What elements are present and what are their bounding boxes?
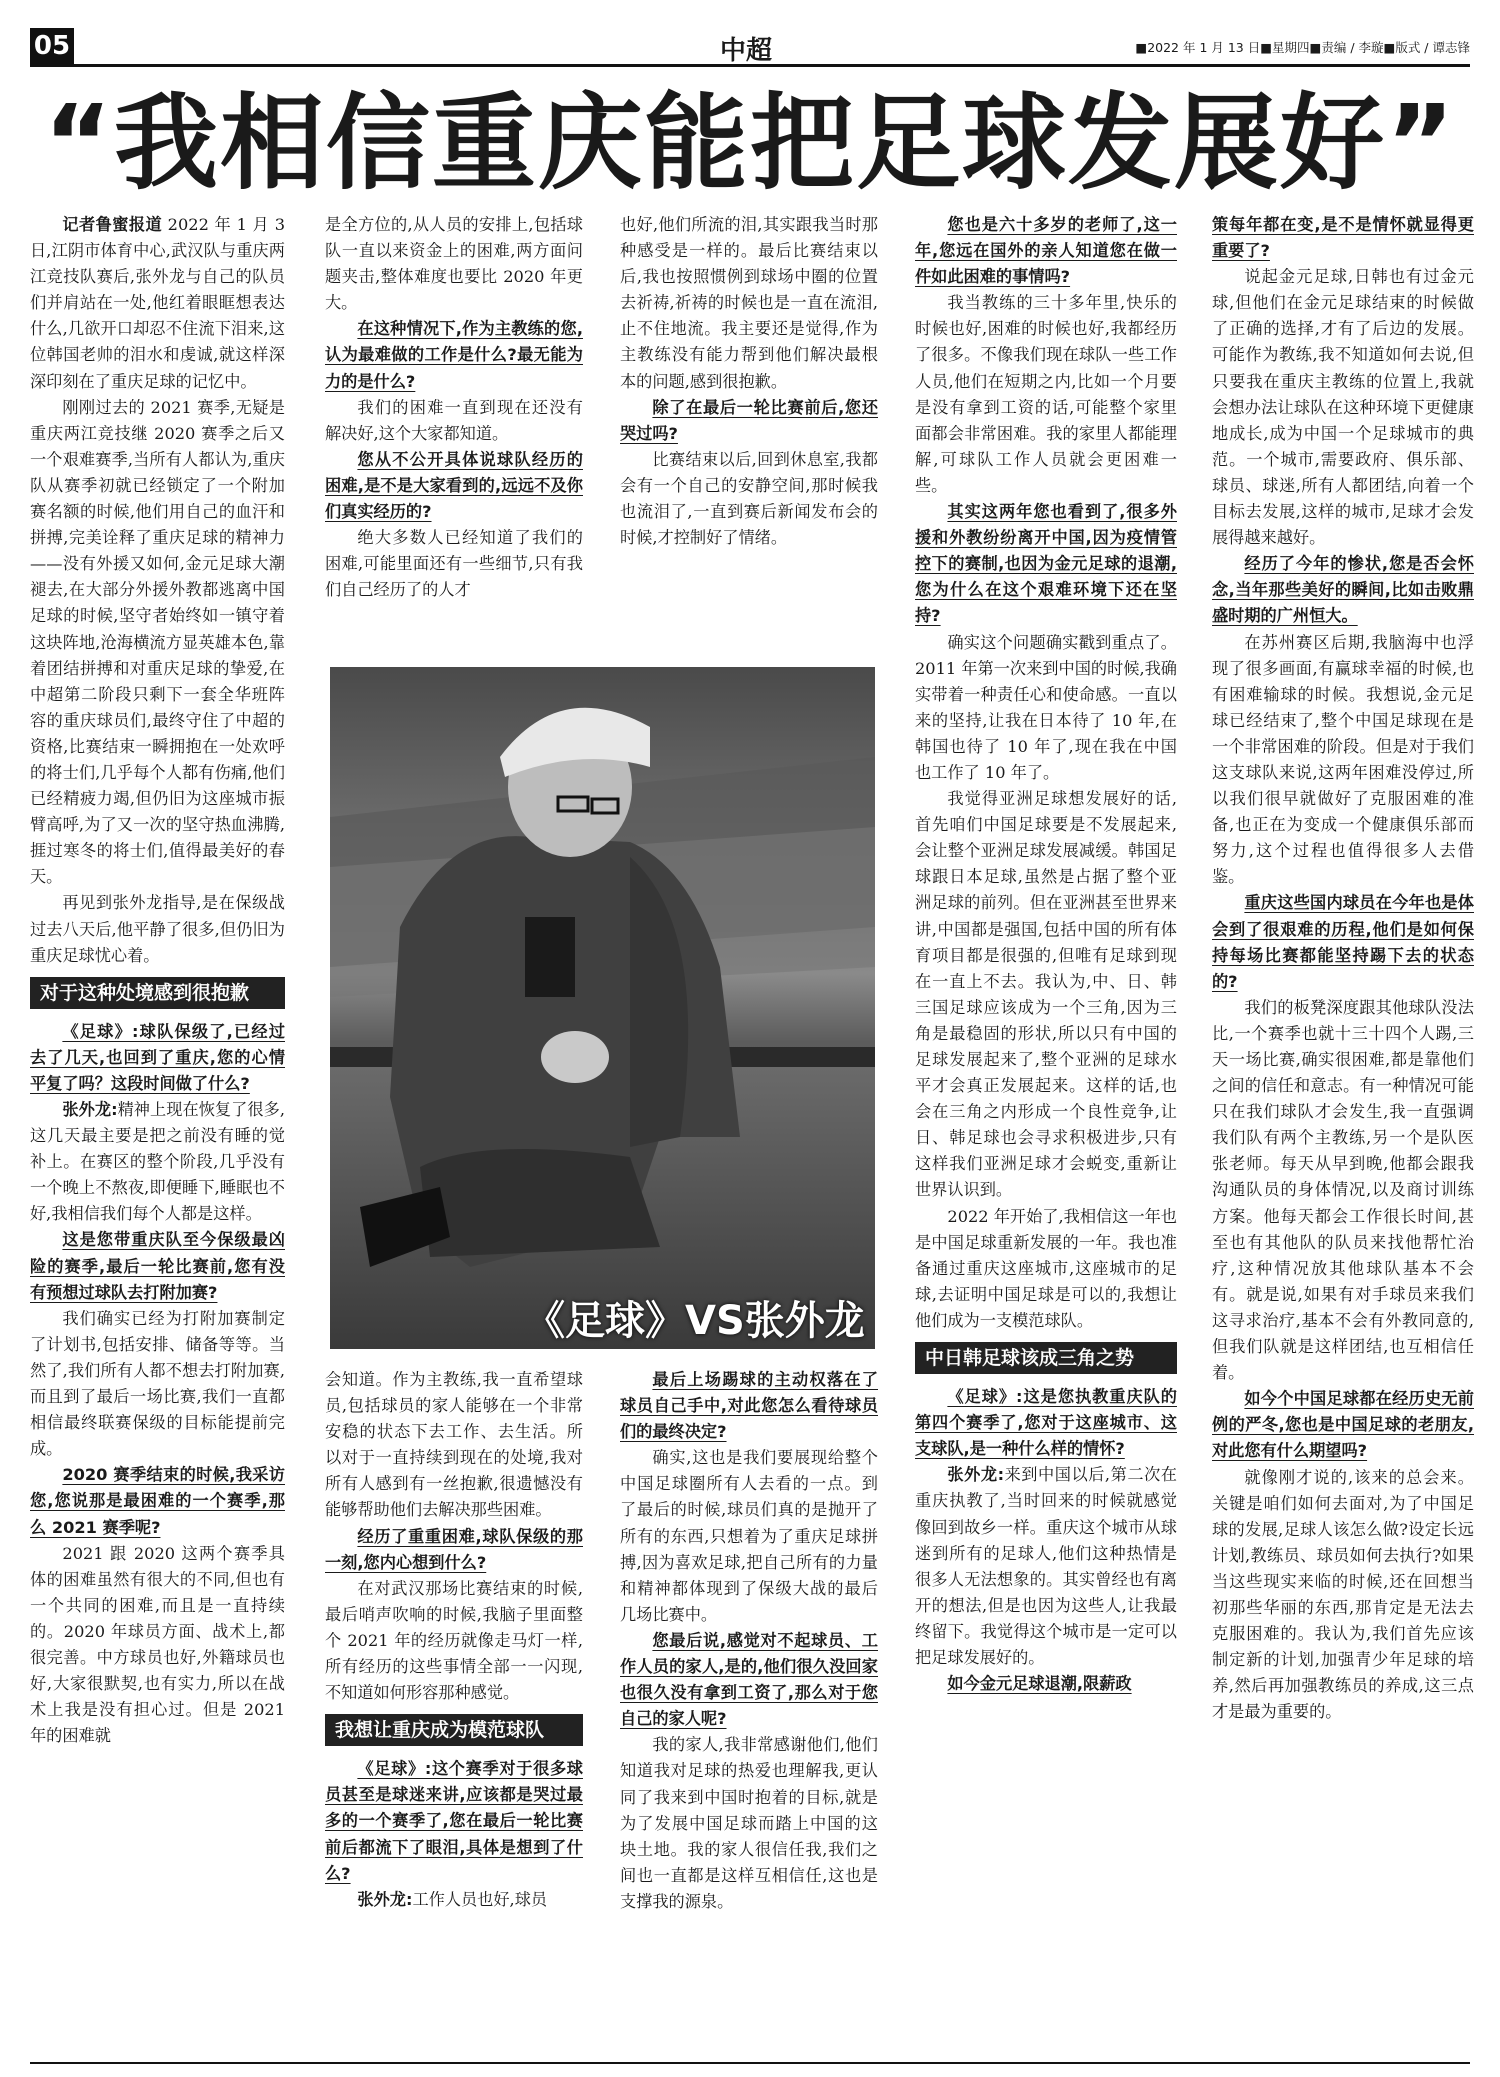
lead-paragraph: 记者鲁蜜报道 2022 年 1 月 3 日,江阴市体育中心,武汉队与重庆两江竞技队赛后,张外龙与自己的队员们并肩站在一处,他红着眼眶想表达什么,几欲开口却忍不住流下泪来,这位韩国老帅的泪水和虔诚,就这样深深印刻在了重庆足球的记忆中。: [30, 215, 285, 391]
answer: 张外龙:精神上现在恢复了很多,这几天最主要是把之前没有睡的觉补上。在赛区的整个阶段,几乎没有一个晚上不熬夜,即便睡下,睡眠也不好,我相信我们每个人都是这样。: [30, 1100, 285, 1224]
page-number: 05: [30, 28, 74, 64]
byline: 记者鲁蜜报道: [62, 215, 163, 234]
question: 重庆这些国内球员在今年也是体会到了很艰难的历程,他们是如何保持每场比赛都能坚持踢下去的状态的?: [1212, 893, 1474, 991]
answer: 说起金元足球,日韩也有过金元球,但他们在金元足球结束的时候做了正确的选择,才有了后边的发展。可能作为教练,我不知道如何去说,但只要我在重庆主教练的位置上,我就会想办法让球队在这种环境下更健康地成长,成为中国一个足球城市的典范。一个城市,需要政府、俱乐部、球员、球迷,所有人都团结,向着一个目标去发展,这样的城市,足球才会发展得越来越好。: [1212, 267, 1474, 548]
coach-photo: [330, 667, 875, 1349]
column-3-top: [620, 212, 878, 551]
question: 《足球》:这是您执教重庆队的第四个赛季了,您对于这座城市、这支球队,是一种什么样的情怀?: [915, 1387, 1177, 1459]
question: 经历了今年的惨状,您是否会怀念,当年那些美好的瞬间,比如击败鼎盛时期的广州恒大。: [1212, 554, 1474, 626]
photo-illustration: [330, 667, 875, 1349]
answer: 2022 年开始了,我相信这一年也是中国足球重新发展的一年。我也准备通过重庆这座城市,这座城市的足球,去证明中国足球是可以的,我想让他们成为一支模范球队。: [915, 1206, 1177, 1330]
question: 最后上场踢球的主动权落在了球员自己手中,对此您怎么看待球员们的最终决定?: [620, 1370, 878, 1442]
answer: 比赛结束以后,回到休息室,我都会有一个自己的安静空间,那时候我也流泪了,一直到赛后新闻发布会的时候,才控制好了情绪。: [620, 449, 878, 548]
answer: 我们的困难一直到现在还没有解决好,这个大家都知道。: [325, 397, 583, 443]
answer: 我们确实已经为打附加赛制定了计划书,包括安排、储备等等。当然了,我们所有人都不想去打附加赛,而且到了最后一场比赛,我们一直都相信最终联赛保级的目标能提前完成。: [30, 1308, 285, 1459]
page-header: [30, 28, 1470, 67]
column-5: [1212, 212, 1474, 1725]
question: 这是您带重庆队至今保级最凶险的赛季,最后一轮比赛前,您有没有预想过球队去打附加赛?: [30, 1230, 285, 1302]
answer: 确实,这也是我们要展现给整个中国足球圈所有人去看的一点。到了最后的时候,球员们真的是抛开了所有的东西,只想着为了重庆足球拼搏,因为喜欢足球,把自己所有的力量和精神都体现到了保级大战的最后几场比赛中。: [620, 1448, 878, 1624]
subhead: 我想让重庆成为模范球队: [325, 1714, 583, 1746]
answer: 在苏州赛区后期,我脑海中也浮现了很多画面,有赢球幸福的时候,也有困难输球的时候。我想说,金元足球已经结束了,整个中国足球现在是一个非常困难的阶段。但是对于我们这支球队来说,这两年困难没停过,所以我们很早就做好了克服困难的准备,也正在为变成一个健康俱乐部而努力,这个过程也值得很多人去借鉴。: [1212, 632, 1474, 887]
paragraph: 再见到张外龙指导,是在保级战过去八天后,他平静了很多,但仍旧为重庆足球忧心着。: [30, 893, 285, 965]
answer: 绝大多数人已经知道了我们的困难,可能里面还有一些细节,只有我们自己经历了的人才: [325, 528, 583, 600]
answer: 就像刚才说的,该来的总会来。关键是咱们如何去面对,为了中国足球的发展,足球人该怎么做?设定长远计划,教练员、球员如何去执行?如果当这些现实来临的时候,还在回想当初那些华丽的东西,那肯定是无法去克服困难的。我认为,我们首先应该制定新的计划,加强青少年足球的培养,然后再加强教练员的养成,这三点才是最为重要的。: [1212, 1467, 1474, 1722]
headline: “我相信重庆能把足球发展好”: [43, 82, 1457, 204]
paragraph: 是全方位的,从人员的安排上,包括球队一直以来资金上的困难,两方面问题夹击,整体难度也要比 2020 年更大。: [325, 215, 583, 313]
paragraph: 也好,他们所流的泪,其实跟我当时那种感受是一样的。最后比赛结束以后,我也按照惯例到球场中圈的位置去祈祷,祈祷的时候也是一直在流泪,止不住地流。我主要还是觉得,作为主教练没有能力帮到他们解决最根本的问题,感到很抱歉。: [620, 215, 878, 391]
subhead: 对于这种处境感到很抱歉: [30, 977, 285, 1009]
question: 《足球》:这个赛季对于很多球员甚至是球迷来讲,应该都是哭过最多的一个赛季了,您在最后一轮比赛前后都流下了眼泪,具体是想到了什么?: [325, 1759, 583, 1883]
question: 其实这两年您也看到了,很多外援和外教纷纷离开中国,因为疫情管控下的赛制,也因为金元足球的退潮,您为什么在这个艰难环境下还在坚持?: [915, 502, 1177, 626]
answer: 张外龙:来到中国以后,第二次在重庆执教了,当时回来的时候就感觉像回到故乡一样。重庆这个城市从球迷到所有的足球人,他们这种热情是很多人无法想象的。其实曾经也有离开的想法,但是也因为这些人,让我最终留下。我觉得这个城市是一定可以把足球发展好的。: [915, 1465, 1177, 1667]
column-4: [915, 212, 1177, 1697]
question: 如今金元足球退潮,限薪政: [947, 1674, 1132, 1694]
question: 在这种情况下,作为主教练的您,认为最难做的工作是什么?最无能为力的是什么?: [325, 319, 583, 391]
answer: 确实这个问题确实戳到重点了。2011 年第一次来到中国的时候,我确实带着一种责任心和使命感。一直以来的坚持,让我在日本待了 10 年,在韩国也待了 10 年了,现在我在中国也工作了 10 年了。: [915, 632, 1177, 782]
column-3-bottom: [620, 1367, 878, 1915]
question: 如今个中国足球都在经历史无前例的严冬,您也是中国足球的老朋友,对此您有什么期望吗?: [1212, 1389, 1474, 1461]
question: 策每年都在变,是不是情怀就显得更重要了?: [1212, 215, 1474, 261]
question: 您最后说,感觉对不起球员、工作人员的家人,是的,他们很久没回家也很久没有拿到工资了,那么对于您自己的家人呢?: [620, 1630, 878, 1729]
answer: 我当教练的三十多年里,快乐的时候也好,困难的时候也好,我都经历了很多。不像我们现在球队一些工作人员,他们在短期之内,比如一个月要是没有拿到工资的话,可能整个家里面都会非常困难。我的家里人都能理解,可球队工作人员就会更困难一些。: [915, 293, 1177, 495]
column-1: [30, 212, 285, 1749]
answer: 我们的板凳深度跟其他球队没法比,一个赛季也就十三十四个人踢,三天一场比赛,确实很困难,都是靠他们之间的信任和意志。有一种情况可能只在我们球队才会发生,我一直强调我们队有两个主教练,另一个是队医张老师。每天从早到晚,他都会跟我沟通队员的身体情况,以及商讨训练方案。他每天都会工作很长时间,甚至也有其他队的队员来找他帮忙治疗,这种情况放其他球队基本不会有。就是说,如果有对手球员来我们这寻求治疗,基本不会有外教同意的,但我们队就是这样团结,也互相信任着。: [1212, 997, 1474, 1383]
paragraph: 会知道。作为主教练,我一直希望球员,包括球员的家人能够在一个非常安稳的状态下去工作、去生活。所以对于一直持续到现在的处境,我对所有人感到有一丝抱歉,很遗憾没有能够帮助他们去解决那些困难。: [325, 1370, 583, 1520]
answer: 在对武汉那场比赛结束的时候,最后哨声吹响的时候,我脑子里面整个 2021 年的经历就像走马灯一样,所有经历的这些事情全部一一闪现,不知道如何形容那种感觉。: [325, 1578, 583, 1703]
question: 除了在最后一轮比赛前后,您还哭过吗?: [620, 397, 878, 443]
question: 2020 赛季结束的时候,我采访您,您说那是最困难的一个赛季,那么 2021 赛季呢?: [30, 1465, 285, 1537]
question: 您从不公开具体说球队经历的困难,是不是大家看到的,远远不及你们真实经历的?: [325, 449, 583, 522]
answer: 2021 跟 2020 这两个赛季具体的困难虽然有很大的不同,但也有一个共同的困难,而且是一直持续的。2020 年球员方面、战术上,都很完善。中方球员也好,外籍球员也好,大家很默契,也有实力,所以在战术上我是没有担心过。但是 2021 年的困难就: [30, 1543, 285, 1746]
answer: 我觉得亚洲足球想发展好的话,首先咱们中国足球要是不发展起来,会让整个亚洲足球发展减缓。韩国足球跟日本足球,虽然是占据了整个亚洲足球的前列。但在亚洲甚至世界来讲,中国都是强国,包括中国的所有体育项目都是很强的,但唯有足球到现在一直上不去。我认为,中、日、韩三国足球应该成为一个三角,因为三角是最稳固的形状,所以只有中国的足球发展起来了,整个亚洲的足球水平才会真正发展起来。这样的话,也会在三角之内形成一个良性竞争,让日、韩足球也会寻求积极进步,只有这样我们亚洲足球才会蜕变,重新让世界认识到。: [915, 789, 1177, 1200]
answer: 我的家人,我非常感谢他们,他们知道我对足球的热爱也理解我,更认同了我来到中国时抱着的目标,就是为了发展中国足球而踏上中国的这块土地。我的家人很信任我,我们之间也一直都是这样互相信任,这也是支撑我的源泉。: [620, 1735, 878, 1911]
bottom-rule: [30, 2062, 1470, 2064]
photo-caption: 《足球》VS张外龙: [525, 1298, 865, 1344]
question: 您也是六十多岁的老师了,这一年,您远在国外的亲人知道您在做一件如此困难的事情吗?: [915, 215, 1177, 287]
section-title: 中超: [720, 36, 773, 66]
question: 《足球》:球队保级了,已经过去了几天,也回到了重庆,您的心情平复了吗？这段时间做了什么?: [30, 1021, 285, 1093]
column-2-top: [325, 212, 583, 603]
paragraph: 刚刚过去的 2021 赛季,无疑是重庆两江竞技继 2020 赛季之后又一个艰难赛季,当所有人都认为,重庆队从赛季初就已经锁定了一个附加赛名额的时候,他们用自己的血汗和拼搏,完美诠释了重庆足球的精神力——没有外援又如何,金元足球大潮褪去,在大部分外援外教都逃离中国足球的时候,坚守者始终如一镇守着这块阵地,沧海横流方显英雄本色,靠着团结拼搏和对重庆足球的挚爱,在中超第二阶段只剩下一套全华班阵容的重庆球员们,最终守住了中超的资格,比赛结束一瞬拥抱在一处欢呼的将士们,几乎每个人都有伤痛,他们已经精疲力竭,但仍旧为这座城市振臂高呼,为了又一次的坚守热血沸腾,捱过寒冬的将士们,值得最美好的春天。: [30, 397, 285, 887]
dateline: ■2022 年 1 月 13 日■星期四■责编 / 李璇■版式 / 谭志锋: [1135, 40, 1470, 55]
question: 经历了重重困难,球队保级的那一刻,您内心想到什么?: [325, 1526, 583, 1572]
answer: 张外龙:工作人员也好,球员: [357, 1889, 548, 1909]
column-2-bottom: [325, 1367, 583, 1913]
subhead: 中日韩足球该成三角之势: [915, 1342, 1177, 1374]
